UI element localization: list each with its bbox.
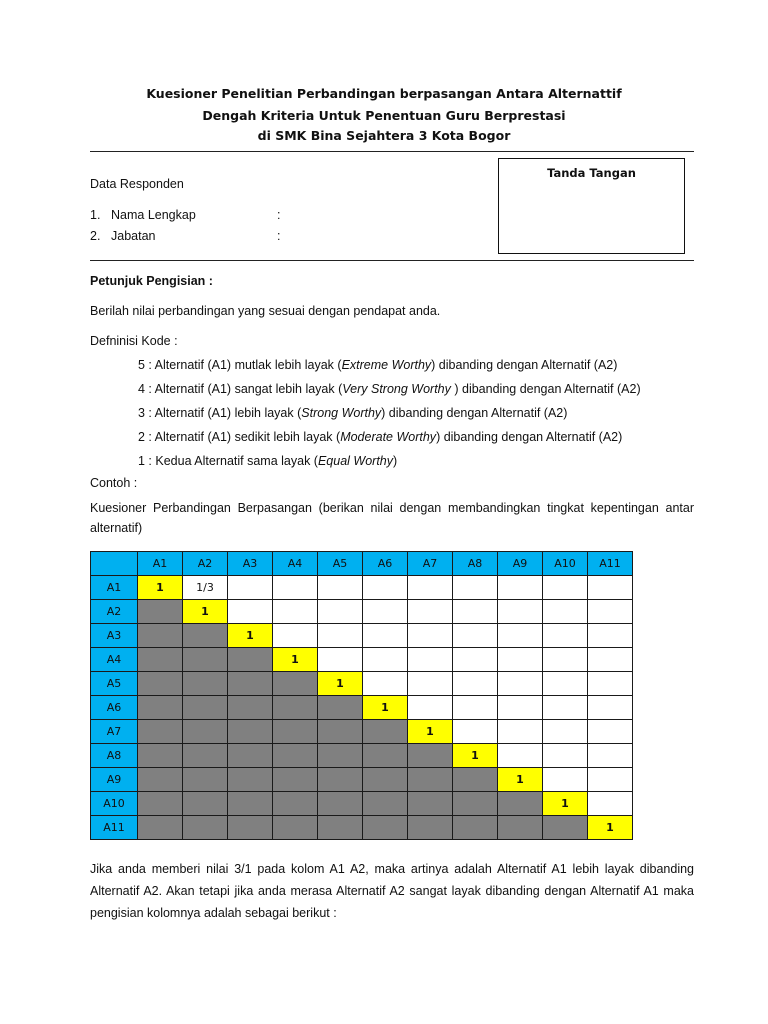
matrix-cell-diagonal: 1 bbox=[453, 744, 498, 768]
matrix-row-header: A9 bbox=[91, 768, 138, 792]
matrix-row bbox=[91, 744, 633, 768]
matrix-cell-disabled bbox=[183, 696, 228, 720]
matrix-cell-disabled bbox=[543, 816, 588, 840]
matrix-column-header: A3 bbox=[228, 552, 273, 576]
code-item-5-text: 5 : Alternatif (A1) mutlak lebih layak ( bbox=[138, 358, 342, 372]
matrix-column-header: A5 bbox=[318, 552, 363, 576]
code-item-1 bbox=[138, 454, 397, 468]
matrix-cell-diagonal: 1 bbox=[543, 792, 588, 816]
matrix-cell-disabled bbox=[273, 696, 318, 720]
matrix-cell-disabled bbox=[138, 744, 183, 768]
matrix-cell-disabled bbox=[183, 792, 228, 816]
matrix-cell-input[interactable] bbox=[543, 648, 588, 672]
code-item-2-term: Moderate Worthy bbox=[340, 430, 437, 444]
signature-label: Tanda Tangan bbox=[547, 166, 636, 180]
code-item-3 bbox=[138, 406, 567, 420]
matrix-row bbox=[91, 768, 633, 792]
matrix-cell-disabled bbox=[318, 720, 363, 744]
example-description-line-1: Kuesioner Perbandingan Berpasangan (berikan nilai dengan membandingkan tingkat kepentingan antar bbox=[90, 501, 694, 515]
code-item-5-tail: ) dibanding dengan Alternatif (A2) bbox=[431, 358, 618, 372]
matrix-cell-input[interactable] bbox=[318, 624, 363, 648]
code-item-4-term: Very Strong Worthy bbox=[342, 382, 451, 396]
matrix-column-header: A4 bbox=[273, 552, 318, 576]
matrix-cell-disabled bbox=[408, 768, 453, 792]
matrix-cell-input[interactable] bbox=[408, 576, 453, 600]
matrix-cell-disabled bbox=[318, 744, 363, 768]
matrix-cell-disabled bbox=[183, 816, 228, 840]
code-item-5 bbox=[138, 358, 617, 372]
matrix-cell-disabled bbox=[363, 720, 408, 744]
code-definition-heading: Defninisi Kode : bbox=[90, 334, 178, 348]
matrix-cell-input[interactable] bbox=[408, 672, 453, 696]
code-item-3-text: 3 : Alternatif (A1) lebih layak ( bbox=[138, 406, 302, 420]
matrix-row-header: A4 bbox=[91, 648, 138, 672]
footer-line-1: Jika anda memberi nilai 3/1 pada kolom A1 A2, maka artinya adalah Alternatif A1 lebih layak dibanding bbox=[90, 862, 694, 876]
matrix-cell-disabled bbox=[138, 600, 183, 624]
code-item-2-text: 2 : Alternatif (A1) sedikit lebih layak ( bbox=[138, 430, 341, 444]
matrix-cell-input[interactable] bbox=[588, 624, 633, 648]
matrix-cell-input[interactable] bbox=[588, 672, 633, 696]
matrix-cell-disabled bbox=[183, 768, 228, 792]
matrix-cell-input[interactable] bbox=[363, 576, 408, 600]
field-label-name: Nama Lengkap bbox=[111, 208, 196, 222]
matrix-cell-input[interactable] bbox=[408, 624, 453, 648]
matrix-cell-disabled bbox=[228, 672, 273, 696]
matrix-cell-input[interactable] bbox=[453, 672, 498, 696]
matrix-cell-disabled bbox=[183, 720, 228, 744]
matrix-cell-disabled bbox=[273, 768, 318, 792]
matrix-cell-disabled bbox=[453, 816, 498, 840]
matrix-cell-disabled bbox=[453, 792, 498, 816]
matrix-cell-disabled bbox=[183, 672, 228, 696]
instructions-heading: Petunjuk Pengisian : bbox=[90, 274, 213, 288]
matrix-cell-input[interactable] bbox=[453, 696, 498, 720]
matrix-row bbox=[91, 816, 633, 840]
matrix-cell-input[interactable] bbox=[543, 720, 588, 744]
matrix-row-header: A3 bbox=[91, 624, 138, 648]
matrix-cell-input[interactable] bbox=[363, 648, 408, 672]
matrix-cell-disabled bbox=[138, 792, 183, 816]
matrix-column-header: A2 bbox=[183, 552, 228, 576]
matrix-cell-diagonal: 1 bbox=[363, 696, 408, 720]
matrix-cell-disabled bbox=[183, 624, 228, 648]
matrix-cell-diagonal: 1 bbox=[273, 648, 318, 672]
matrix-cell-input[interactable] bbox=[363, 624, 408, 648]
field-number-position: 2. bbox=[90, 229, 101, 243]
matrix-cell-input[interactable] bbox=[363, 600, 408, 624]
matrix-corner-cell bbox=[91, 552, 138, 576]
matrix-cell-disabled bbox=[363, 768, 408, 792]
matrix-column-header: A9 bbox=[498, 552, 543, 576]
matrix-cell-input[interactable] bbox=[588, 792, 633, 816]
code-item-4-tail: ) dibanding dengan Alternatif (A2) bbox=[450, 382, 641, 396]
matrix-cell-input[interactable] bbox=[543, 624, 588, 648]
matrix-cell-disabled bbox=[318, 792, 363, 816]
matrix-row bbox=[91, 792, 633, 816]
document-title-line-1: Kuesioner Penelitian Perbandingan berpasangan Antara Alternattif bbox=[146, 86, 622, 101]
footer-line-3: pengisian kolomnya adalah sebagai berikut : bbox=[90, 906, 337, 920]
matrix-cell-input[interactable] bbox=[543, 768, 588, 792]
matrix-row-header: A6 bbox=[91, 696, 138, 720]
matrix-cell-disabled bbox=[228, 768, 273, 792]
matrix-cell-disabled bbox=[498, 792, 543, 816]
matrix-cell-disabled bbox=[228, 720, 273, 744]
matrix-cell-input[interactable] bbox=[588, 720, 633, 744]
matrix-cell-input[interactable] bbox=[228, 600, 273, 624]
matrix-cell-diagonal: 1 bbox=[408, 720, 453, 744]
matrix-cell-input[interactable] bbox=[498, 624, 543, 648]
matrix-row bbox=[91, 696, 633, 720]
matrix-cell-input[interactable] bbox=[543, 696, 588, 720]
field-label-position: Jabatan bbox=[111, 229, 156, 243]
matrix-cell-disabled bbox=[318, 816, 363, 840]
matrix-cell-disabled bbox=[138, 720, 183, 744]
matrix-cell-input[interactable] bbox=[408, 600, 453, 624]
matrix-cell-disabled bbox=[273, 792, 318, 816]
matrix-cell-input[interactable] bbox=[498, 672, 543, 696]
matrix-cell-disabled bbox=[138, 768, 183, 792]
matrix-cell-disabled bbox=[408, 792, 453, 816]
matrix-cell-input[interactable] bbox=[318, 648, 363, 672]
document-title-line-2: Dengah Kriteria Untuk Penentuan Guru Berprestasi bbox=[202, 108, 566, 123]
matrix-cell-disabled bbox=[228, 648, 273, 672]
matrix-cell-input[interactable] bbox=[318, 600, 363, 624]
matrix-row bbox=[91, 576, 633, 600]
code-item-1-term: Equal Worthy bbox=[317, 454, 393, 468]
matrix-row-header: A8 bbox=[91, 744, 138, 768]
matrix-cell-input[interactable] bbox=[273, 576, 318, 600]
matrix-cell-input[interactable] bbox=[543, 576, 588, 600]
matrix-cell-diagonal: 1 bbox=[498, 768, 543, 792]
matrix-row-header: A11 bbox=[91, 816, 138, 840]
matrix-column-header: A6 bbox=[363, 552, 408, 576]
example-description-line-2: alternatif) bbox=[90, 521, 143, 535]
matrix-cell-input[interactable] bbox=[543, 672, 588, 696]
matrix-cell-input[interactable] bbox=[453, 576, 498, 600]
matrix-cell-disabled bbox=[318, 696, 363, 720]
document-title-line-3: di SMK Bina Sejahtera 3 Kota Bogor bbox=[257, 128, 511, 143]
matrix-cell-input[interactable] bbox=[228, 576, 273, 600]
matrix-column-header: A11 bbox=[588, 552, 633, 576]
matrix-cell-input[interactable] bbox=[498, 648, 543, 672]
matrix-cell-disabled bbox=[498, 816, 543, 840]
matrix-row-header: A1 bbox=[91, 576, 138, 600]
matrix-cell-input[interactable] bbox=[498, 720, 543, 744]
signature-box[interactable] bbox=[498, 158, 685, 254]
matrix-cell-disabled bbox=[138, 672, 183, 696]
matrix-cell-input[interactable] bbox=[453, 624, 498, 648]
matrix-cell-input[interactable] bbox=[273, 600, 318, 624]
matrix-cell-disabled bbox=[363, 744, 408, 768]
matrix-cell-diagonal: 1 bbox=[138, 576, 183, 600]
matrix-row-header: A2 bbox=[91, 600, 138, 624]
matrix-cell-input[interactable] bbox=[588, 600, 633, 624]
matrix-cell-input[interactable] bbox=[588, 744, 633, 768]
code-item-2 bbox=[138, 430, 622, 444]
matrix-cell-disabled bbox=[408, 744, 453, 768]
matrix-row bbox=[91, 672, 633, 696]
section-divider bbox=[90, 260, 694, 261]
field-colon-name: : bbox=[277, 208, 281, 222]
matrix-cell-input[interactable] bbox=[453, 648, 498, 672]
matrix-row-header: A7 bbox=[91, 720, 138, 744]
code-item-3-term: Strong Worthy bbox=[301, 406, 382, 420]
code-item-2-tail: ) dibanding dengan Alternatif (A2) bbox=[436, 430, 623, 444]
matrix-cell-diagonal: 1 bbox=[318, 672, 363, 696]
matrix-cell-disabled bbox=[273, 816, 318, 840]
matrix-cell-input[interactable] bbox=[498, 600, 543, 624]
matrix-column-header: A7 bbox=[408, 552, 453, 576]
code-item-1-text: 1 : Kedua Alternatif sama layak ( bbox=[138, 454, 318, 468]
matrix-cell-disabled bbox=[138, 696, 183, 720]
matrix-cell-input[interactable] bbox=[408, 648, 453, 672]
matrix-cell-disabled bbox=[138, 624, 183, 648]
matrix-cell-input[interactable] bbox=[543, 744, 588, 768]
matrix-cell-input[interactable] bbox=[408, 696, 453, 720]
code-item-5-term: Extreme Worthy bbox=[341, 358, 432, 372]
matrix-column-header: A1 bbox=[138, 552, 183, 576]
matrix-cell-diagonal: 1 bbox=[228, 624, 273, 648]
matrix-row bbox=[91, 720, 633, 744]
matrix-cell-diagonal: 1 bbox=[183, 600, 228, 624]
pairwise-comparison-matrix bbox=[90, 551, 633, 840]
matrix-cell-input[interactable] bbox=[543, 600, 588, 624]
matrix-cell-disabled bbox=[138, 648, 183, 672]
matrix-cell-input[interactable] bbox=[273, 624, 318, 648]
matrix-cell-input[interactable] bbox=[498, 576, 543, 600]
matrix-column-header: A8 bbox=[453, 552, 498, 576]
matrix-row-header: A10 bbox=[91, 792, 138, 816]
matrix-cell-input[interactable] bbox=[453, 600, 498, 624]
matrix-cell-disabled bbox=[228, 816, 273, 840]
matrix-column-header: A10 bbox=[543, 552, 588, 576]
respondent-heading: Data Responden bbox=[90, 177, 184, 191]
matrix-row bbox=[91, 648, 633, 672]
matrix-cell-input[interactable] bbox=[318, 576, 363, 600]
matrix-cell-disabled bbox=[273, 744, 318, 768]
matrix-cell-disabled bbox=[228, 792, 273, 816]
matrix-cell-input[interactable] bbox=[453, 720, 498, 744]
example-heading: Contoh : bbox=[90, 476, 138, 490]
footer-line-2: Alternatif A2. Akan tetapi jika anda merasa Alternatif A2 sangat layak dibanding dengan Alternatif A1 maka bbox=[90, 884, 694, 898]
matrix-row bbox=[91, 600, 633, 624]
matrix-cell-disabled bbox=[183, 648, 228, 672]
matrix-cell-disabled bbox=[318, 768, 363, 792]
matrix-cell-input[interactable] bbox=[498, 696, 543, 720]
matrix-cell-input[interactable] bbox=[588, 768, 633, 792]
matrix-cell-disabled bbox=[363, 816, 408, 840]
matrix-cell-input[interactable] bbox=[588, 576, 633, 600]
header-divider bbox=[90, 151, 694, 152]
matrix-cell-diagonal: 1 bbox=[588, 816, 633, 840]
matrix-cell-disabled bbox=[363, 792, 408, 816]
code-item-4-text: 4 : Alternatif (A1) sangat lebih layak ( bbox=[138, 382, 343, 396]
field-colon-position: : bbox=[277, 229, 281, 243]
matrix-cell-input[interactable] bbox=[363, 672, 408, 696]
matrix-cell-disabled bbox=[228, 744, 273, 768]
code-item-1-tail: ) bbox=[393, 454, 398, 468]
matrix-cell-input[interactable] bbox=[588, 696, 633, 720]
matrix-cell-input[interactable] bbox=[498, 744, 543, 768]
code-item-3-tail: ) dibanding dengan Alternatif (A2) bbox=[381, 406, 568, 420]
matrix-row-header: A5 bbox=[91, 672, 138, 696]
matrix-row bbox=[91, 624, 633, 648]
code-item-4 bbox=[138, 382, 641, 396]
matrix-cell-disabled bbox=[273, 672, 318, 696]
matrix-cell-disabled bbox=[408, 816, 453, 840]
matrix-cell-input[interactable] bbox=[588, 648, 633, 672]
matrix-cell-disabled bbox=[138, 816, 183, 840]
matrix-cell-disabled bbox=[273, 720, 318, 744]
field-number-name: 1. bbox=[90, 208, 101, 222]
matrix-cell-disabled bbox=[453, 768, 498, 792]
instructions-intro: Berilah nilai perbandingan yang sesuai dengan pendapat anda. bbox=[90, 304, 441, 318]
matrix-header-row bbox=[91, 552, 633, 576]
matrix-cell-disabled bbox=[228, 696, 273, 720]
matrix-cell-input[interactable]: 1/3 bbox=[183, 576, 228, 600]
matrix-cell-disabled bbox=[183, 744, 228, 768]
